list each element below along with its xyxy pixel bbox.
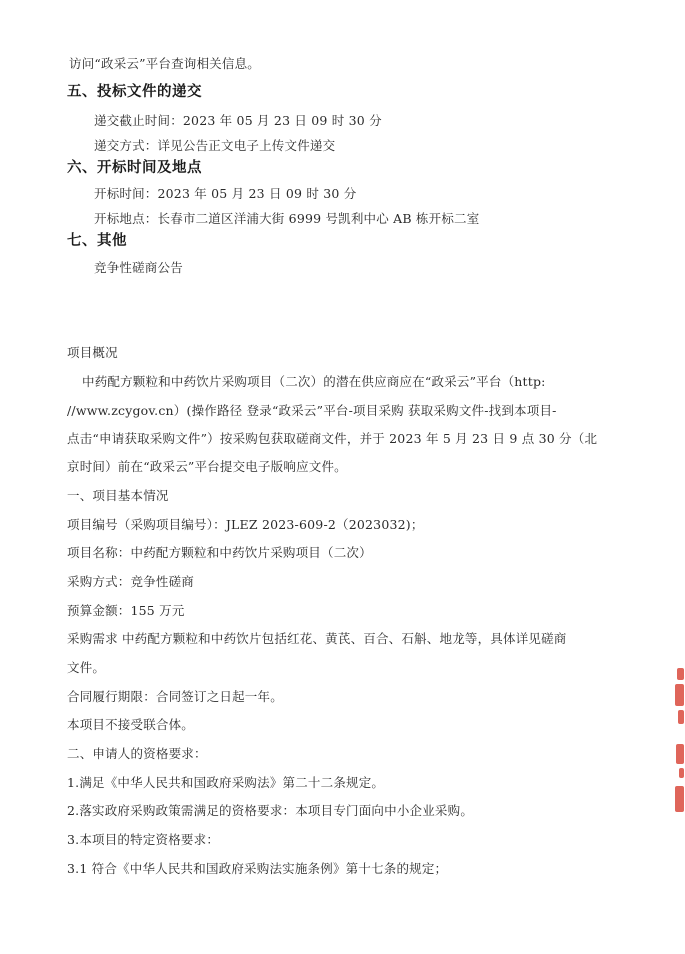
section-heading: 五、投标文件的递交 [67,84,202,100]
submission-method: 递交方式：详见公告正文电子上传文件递交 [94,138,336,153]
opening-location: 开标地点：长春市二道区洋浦大街 6999 号凯利中心 AB 栋开标二室 [94,211,480,226]
requirement-item: 3.本项目的特定资格要求： [67,832,220,847]
subheading: 项目概况 [67,345,118,360]
paragraph-line: 中药配方颗粒和中药饮片采购项目（二次）的潜在供应商应在“政采云”平台（http: [82,374,546,389]
section-heading: 六、开标时间及地点 [67,160,202,176]
text-line: 本项目不接受联合体。 [67,717,195,732]
paragraph-line: 京时间）前在“政采云”平台提交电子版响应文件。 [67,459,347,474]
paragraph-line: //www.zcygov.cn）(操作路径 登录“政采云”平台-项目采购 获取采购文件-找到本项目- [67,403,557,418]
paragraph-line: 文件。 [67,660,106,675]
paragraph-line: 点击“申请获取采购文件”）按采购包获取磋商文件，并于 2023 年 5 月 23 日 9 点 30 分（北 [67,431,598,446]
section-heading: 七、其他 [67,233,127,249]
requirement-item: 3.1 符合《中华人民共和国政府采购法实施条例》第十七条的规定； [67,861,448,876]
text-line: 访问“政采云”平台查询相关信息。 [69,56,260,71]
text-line: 竞争性磋商公告 [94,260,183,275]
requirement-item: 1.满足《中华人民共和国政府采购法》第二十二条规定。 [67,775,385,790]
contract-term: 合同履行期限：合同签订之日起一年。 [67,689,283,704]
submission-deadline: 递交截止时间：2023 年 05 月 23 日 09 时 30 分 [94,113,382,128]
procurement-needs: 采购需求 中药配方颗粒和中药饮片包括红花、黄芪、百合、石斛、地龙等，具体详见磋商 [67,631,567,646]
project-name: 项目名称：中药配方颗粒和中药饮片采购项目（二次） [67,545,372,560]
opening-time: 开标时间：2023 年 05 月 23 日 09 时 30 分 [94,186,357,201]
subheading: 一、项目基本情况 [67,488,169,503]
procurement-method: 采购方式：竞争性磋商 [67,574,195,589]
project-number: 项目编号（采购项目编号）：JLEZ 2023-609-2（2023032)； [67,517,424,532]
budget-amount: 预算金额：155 万元 [67,603,185,618]
seal-stamp-edge [673,668,685,818]
subheading: 二、申请人的资格要求： [67,746,207,761]
requirement-item: 2.落实政府采购政策需满足的资格要求：本项目专门面向中小企业采购。 [67,803,474,818]
